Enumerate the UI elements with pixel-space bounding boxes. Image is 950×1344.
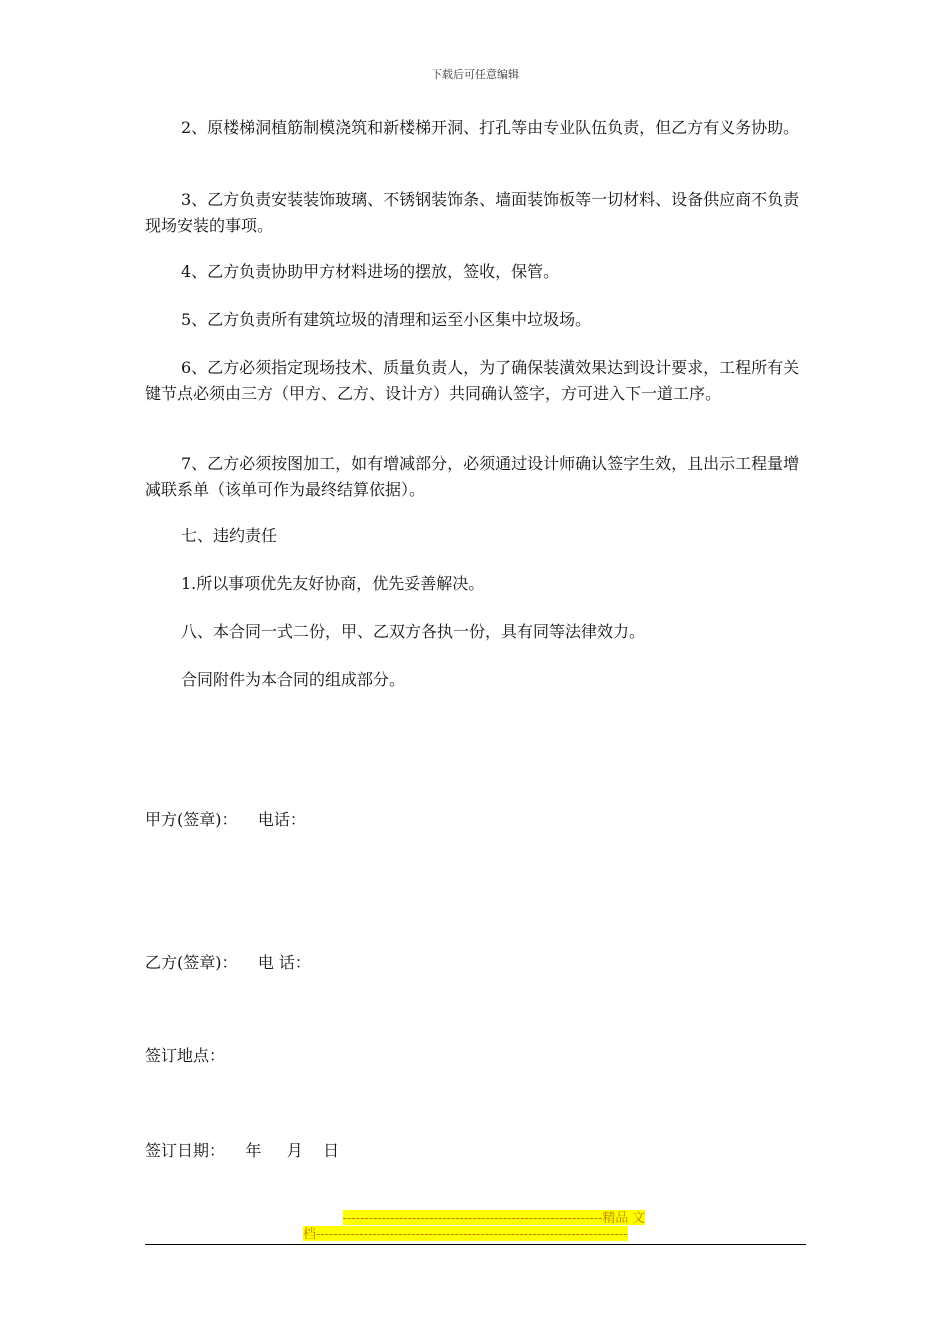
- paragraph-7: 7、乙方必须按图加工，如有增减部分，必须通过设计师确认签字生效，且出示工程量增减联系单（该单可作为最终结算依据）。: [145, 454, 800, 499]
- paragraph-breach-1: 1.所以事项优先友好协商，优先妥善解决。: [181, 574, 485, 593]
- footer-line-1: ------------------------------------------------------------精品 文: [342, 1210, 645, 1225]
- footer-line-2: 档------------------------------------------------------------------------: [303, 1226, 628, 1241]
- signing-place-line: 签订地点：: [145, 1046, 226, 1065]
- page-header: 下载后可任意编辑: [431, 68, 519, 81]
- paragraph-2: 2、原楼梯洞植筋制模浇筑和新楼梯开洞、打孔等由专业队伍负责，但乙方有义务协助。: [181, 118, 800, 137]
- paragraph-6: 6、乙方必须指定现场技术、质量负责人，为了确保装潢效果达到设计要求，工程所有关键节点必须由三方（甲方、乙方、设计方）共同确认签字，方可进入下一道工序。: [145, 358, 800, 403]
- footer-watermark: [303, 1210, 645, 1242]
- party-a-signature-line: 甲方(签章)： 电话：: [145, 810, 306, 829]
- footer-divider: [145, 1244, 806, 1245]
- paragraph-4: 4、乙方负责协助甲方材料进场的摆放，签收，保管。: [181, 262, 560, 281]
- party-b-signature-line: 乙方(签章)： 电 话：: [145, 953, 311, 972]
- signing-date-line: 签订日期： 年 月 日: [145, 1141, 340, 1160]
- section-heading-breach: 七、违约责任: [181, 526, 278, 545]
- paragraph-5: 5、乙方负责所有建筑垃圾的清理和运至小区集中垃圾场。: [181, 310, 592, 329]
- paragraph-attachments: 合同附件为本合同的组成部分。: [181, 670, 406, 689]
- paragraph-3: 3、乙方负责安装装饰玻璃、不锈钢装饰条、墙面装饰板等一切材料、设备供应商不负责现场安装的事项。: [145, 190, 800, 235]
- paragraph-copies: 八、本合同一式二份，甲、乙双方各执一份，具有同等法律效力。: [181, 622, 646, 641]
